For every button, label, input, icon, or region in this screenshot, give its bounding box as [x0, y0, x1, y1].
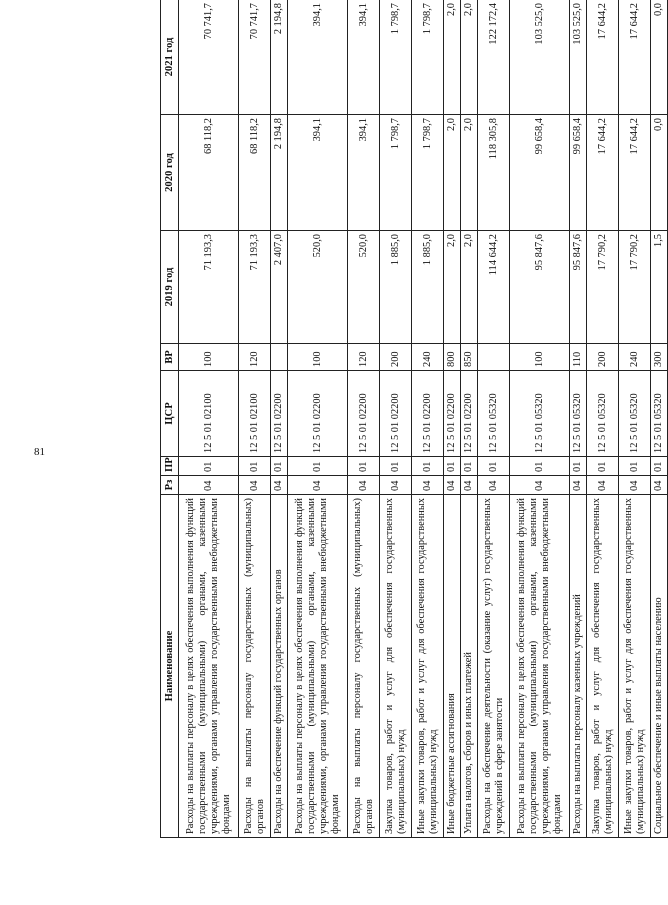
- cell-rz: 04: [444, 476, 461, 495]
- cell-y2021: 103 525,0: [570, 0, 587, 115]
- cell-y2021: 2,0: [461, 0, 478, 115]
- table-row: [380, 0, 412, 838]
- rotated-page-content: [160, 0, 664, 838]
- table-row: [587, 0, 619, 838]
- cell-pr: 01: [444, 457, 461, 476]
- cell-y2019: 95 847,6: [510, 231, 570, 344]
- table-row: [444, 0, 461, 838]
- cell-y2020: 99 658,4: [510, 115, 570, 231]
- header-name: Наименование: [161, 495, 179, 838]
- table-row: [619, 0, 651, 838]
- cell-vr: [478, 344, 510, 371]
- cell-y2021: 2,0: [444, 0, 461, 115]
- cell-vr: 800: [444, 344, 461, 371]
- cell-rz: 04: [461, 476, 478, 495]
- cell-name: Расходы на выплаты персоналу государственных (муниципальных) органов: [348, 495, 380, 838]
- cell-y2020: 1 798,7: [380, 115, 412, 231]
- cell-y2020: 17 644,2: [587, 115, 619, 231]
- cell-y2021: 103 525,0: [510, 0, 570, 115]
- cell-name: Иные бюджетные ассигнования: [444, 495, 461, 838]
- cell-vr: 850: [461, 344, 478, 371]
- cell-y2019: 95 847,6: [570, 231, 587, 344]
- cell-name: Расходы на выплаты персоналу в целях обеспечения выполнения функций государственными (муниципальными) органами, казенными учреждениями, органами управления государственными внебюджетными фондами: [179, 495, 239, 838]
- cell-rz: 04: [380, 476, 412, 495]
- table-row: [179, 0, 239, 838]
- page-number: 81: [34, 446, 45, 458]
- table-row: [239, 0, 271, 838]
- table-row: [348, 0, 380, 838]
- cell-pr: 01: [412, 457, 444, 476]
- cell-csr: 12 5 01 05320: [478, 371, 510, 457]
- cell-rz: 04: [587, 476, 619, 495]
- cell-y2019: 1 885,0: [412, 231, 444, 344]
- cell-csr: 12 5 01 02200: [380, 371, 412, 457]
- table-row: [510, 0, 570, 838]
- cell-rz: 04: [412, 476, 444, 495]
- cell-name: Расходы на выплаты персоналу государственных (муниципальных) органов: [239, 495, 271, 838]
- cell-y2020: 2,0: [444, 115, 461, 231]
- table-row: [651, 0, 668, 838]
- cell-vr: 120: [348, 344, 380, 371]
- table-row: [288, 0, 348, 838]
- cell-rz: 04: [348, 476, 380, 495]
- cell-vr: 100: [510, 344, 570, 371]
- cell-csr: 12 5 01 02200: [271, 371, 288, 457]
- cell-name: Расходы на выплаты персоналу в целях обеспечения выполнения функций государственными (муниципальными) органами, казенными учреждениями, органами управления государственными внебюджетными фондами: [288, 495, 348, 838]
- cell-vr: 100: [288, 344, 348, 371]
- header-csr: ЦСР: [161, 371, 179, 457]
- cell-y2020: 2 194,8: [271, 115, 288, 231]
- cell-vr: 100: [179, 344, 239, 371]
- cell-name: Закупка товаров, работ и услуг для обеспечения государственных (муниципальных) нужд: [380, 495, 412, 838]
- cell-vr: 200: [587, 344, 619, 371]
- cell-y2021: 394,1: [348, 0, 380, 115]
- table-row: [570, 0, 587, 838]
- header-vr: ВР: [161, 344, 179, 371]
- cell-y2020: 2,0: [461, 115, 478, 231]
- cell-csr: 12 5 01 05320: [510, 371, 570, 457]
- cell-pr: 01: [239, 457, 271, 476]
- cell-rz: 04: [619, 476, 651, 495]
- cell-y2020: 394,1: [288, 115, 348, 231]
- table-row: [478, 0, 510, 838]
- cell-y2021: 17 644,2: [619, 0, 651, 115]
- cell-rz: 04: [570, 476, 587, 495]
- cell-csr: 12 5 01 02200: [288, 371, 348, 457]
- cell-name: Расходы на выплаты персоналу казенных учреждений: [570, 495, 587, 838]
- cell-name: Уплата налогов, сборов и иных платежей: [461, 495, 478, 838]
- cell-name: Расходы на обеспечение функций государственных органов: [271, 495, 288, 838]
- table-row: [461, 0, 478, 838]
- cell-rz: 04: [510, 476, 570, 495]
- cell-pr: 01: [461, 457, 478, 476]
- cell-name: Иные закупки товаров, работ и услуг для обеспечения государственных (муниципальных) нужд: [412, 495, 444, 838]
- cell-rz: 04: [179, 476, 239, 495]
- cell-y2019: 520,0: [348, 231, 380, 344]
- header-2020: 2020 год: [161, 115, 179, 231]
- cell-y2019: 71 193,3: [179, 231, 239, 344]
- cell-y2021: 17 644,2: [587, 0, 619, 115]
- cell-y2019: 17 790,2: [619, 231, 651, 344]
- cell-vr: 240: [619, 344, 651, 371]
- header-pr: ПР: [161, 457, 179, 476]
- cell-rz: 04: [478, 476, 510, 495]
- cell-csr: 12 5 01 02100: [239, 371, 271, 457]
- budget-table: [160, 0, 668, 838]
- cell-pr: 01: [619, 457, 651, 476]
- cell-y2019: 2,0: [461, 231, 478, 344]
- cell-y2021: 122 172,4: [478, 0, 510, 115]
- cell-pr: 01: [587, 457, 619, 476]
- cell-pr: 01: [179, 457, 239, 476]
- cell-y2020: 1 798,7: [412, 115, 444, 231]
- cell-y2019: 1 885,0: [380, 231, 412, 344]
- cell-rz: 04: [239, 476, 271, 495]
- cell-y2019: 520,0: [288, 231, 348, 344]
- cell-csr: 12 5 01 05320: [651, 371, 668, 457]
- cell-name: Закупка товаров, работ и услуг для обеспечения государственных (муниципальных) нужд: [587, 495, 619, 838]
- cell-vr: 240: [412, 344, 444, 371]
- cell-rz: 04: [288, 476, 348, 495]
- cell-pr: 01: [271, 457, 288, 476]
- cell-y2020: 99 658,4: [570, 115, 587, 231]
- cell-csr: 12 5 01 02200: [461, 371, 478, 457]
- cell-y2021: 1 798,7: [412, 0, 444, 115]
- cell-name: Иные закупки товаров, работ и услуг для обеспечения государственных (муниципальных) нужд: [619, 495, 651, 838]
- cell-y2019: 2,0: [444, 231, 461, 344]
- cell-csr: 12 5 01 05320: [587, 371, 619, 457]
- cell-y2020: 118 305,8: [478, 115, 510, 231]
- cell-y2021: 70 741,7: [239, 0, 271, 115]
- cell-pr: 01: [380, 457, 412, 476]
- cell-y2020: 394,1: [348, 115, 380, 231]
- cell-y2020: 68 118,2: [179, 115, 239, 231]
- cell-y2020: 0,0: [651, 115, 668, 231]
- cell-csr: 12 5 01 02200: [444, 371, 461, 457]
- cell-y2019: 2 407,0: [271, 231, 288, 344]
- cell-name: Расходы на выплаты персоналу в целях обеспечения выполнения функций государственными (муниципальными) органами, казенными учреждениями, органами управления государственными внебюджетными фондами: [510, 495, 570, 838]
- cell-y2021: 70 741,7: [179, 0, 239, 115]
- cell-csr: 12 5 01 02200: [412, 371, 444, 457]
- table-header-row: [161, 0, 179, 838]
- cell-y2021: 0,0: [651, 0, 668, 115]
- cell-pr: 01: [651, 457, 668, 476]
- cell-rz: 04: [651, 476, 668, 495]
- cell-name: Расходы на обеспечение деятельности (оказание услуг) государственных учреждений в сфере занятости: [478, 495, 510, 838]
- cell-vr: 200: [380, 344, 412, 371]
- cell-vr: [271, 344, 288, 371]
- cell-pr: 01: [348, 457, 380, 476]
- header-2019: 2019 год: [161, 231, 179, 344]
- cell-vr: 300: [651, 344, 668, 371]
- cell-rz: 04: [271, 476, 288, 495]
- cell-y2021: 2 194,8: [271, 0, 288, 115]
- cell-pr: 01: [510, 457, 570, 476]
- table-row: [271, 0, 288, 838]
- cell-vr: 110: [570, 344, 587, 371]
- header-2021: 2021 год: [161, 0, 179, 115]
- cell-csr: 12 5 01 02200: [348, 371, 380, 457]
- cell-csr: 12 5 01 05320: [619, 371, 651, 457]
- cell-pr: 01: [570, 457, 587, 476]
- cell-csr: 12 5 01 05320: [570, 371, 587, 457]
- cell-y2021: 394,1: [288, 0, 348, 115]
- cell-pr: 01: [288, 457, 348, 476]
- cell-y2020: 17 644,2: [619, 115, 651, 231]
- table-body: [179, 0, 668, 838]
- cell-y2021: 1 798,7: [380, 0, 412, 115]
- cell-y2019: 17 790,2: [587, 231, 619, 344]
- cell-y2020: 68 118,2: [239, 115, 271, 231]
- cell-vr: 120: [239, 344, 271, 371]
- cell-name: Социальное обеспечение и иные выплаты населению: [651, 495, 668, 838]
- cell-y2019: 114 644,2: [478, 231, 510, 344]
- rotated-page-content-inner: [160, 0, 664, 838]
- cell-pr: 01: [478, 457, 510, 476]
- cell-csr: 12 5 01 02100: [179, 371, 239, 457]
- table-row: [412, 0, 444, 838]
- cell-y2019: 71 193,3: [239, 231, 271, 344]
- header-rz: Рз: [161, 476, 179, 495]
- cell-y2019: 1,5: [651, 231, 668, 344]
